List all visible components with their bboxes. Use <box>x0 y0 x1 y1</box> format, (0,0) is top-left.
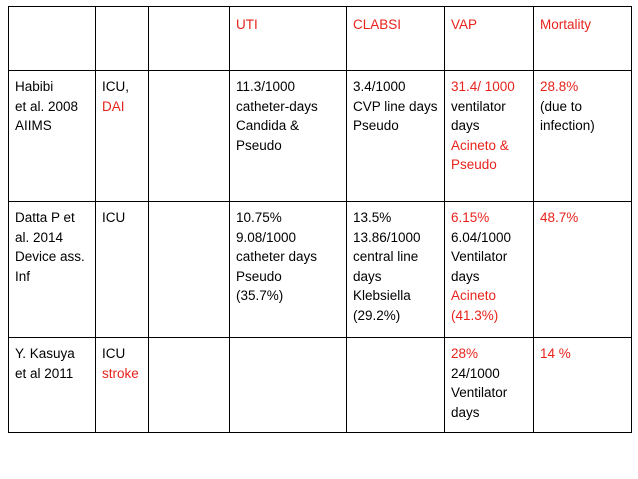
clabsi-text-line: 13.5% <box>353 210 392 225</box>
setting-cell <box>96 202 149 338</box>
mortality-text-line: infection) <box>540 118 595 133</box>
header-cell-study <box>9 7 96 71</box>
vap-text-line: ventilator <box>451 98 506 114</box>
header-cell-mortality: Mortality <box>534 7 632 71</box>
mortality-text-line: 14 % <box>540 346 571 361</box>
setting-text-line: ICU, <box>102 79 129 94</box>
vap-text-line: days <box>451 118 480 133</box>
study-text-line: al. 2014 <box>15 229 64 245</box>
clabsi-text-line: 3.4/1000 <box>353 79 406 94</box>
uti-cell <box>230 338 347 433</box>
mortality-cell <box>534 202 632 338</box>
vap-text-line: 31.4/ 1000 <box>451 79 515 94</box>
study-text-line: Y. Kasuya <box>15 346 75 361</box>
setting-text-line: ICU <box>102 210 126 225</box>
study-text-line: Habibi <box>15 79 54 94</box>
table-row <box>9 202 632 338</box>
vap-text-line: Ventilator <box>451 385 508 400</box>
study-text-line: AIIMS <box>15 118 52 133</box>
header-cell-vap: VAP <box>445 7 534 71</box>
vap-text-line: 24/1000 <box>451 365 500 381</box>
uti-text-line: 10.75% <box>236 210 282 225</box>
mortality-cell <box>534 338 632 433</box>
table-row <box>9 71 632 202</box>
uti-text-line: (35.7%) <box>236 288 284 303</box>
vap-cell <box>445 202 534 338</box>
study-text-line: Device ass. <box>15 249 85 264</box>
header-cell-clabsi: CLABSI <box>347 7 445 71</box>
study-cell <box>9 338 96 433</box>
mortality-text-line: (due to <box>540 98 583 114</box>
clabsi-text-line: (29.2%) <box>353 307 401 323</box>
uti-text-line: Candida & <box>236 118 300 133</box>
uti-cell <box>230 202 347 338</box>
vap-text-line: days <box>451 268 480 284</box>
vap-text-line: Ventilator <box>451 249 508 264</box>
blank-cell <box>149 71 230 202</box>
vap-text-line: Acineto <box>451 288 497 303</box>
vap-text-line: Pseudo <box>451 157 497 172</box>
header-cell-uti: UTI <box>230 7 347 71</box>
vap-text-line: 6.04/1000 <box>451 229 512 245</box>
setting-text-line: stroke <box>102 365 139 381</box>
study-cell <box>9 71 96 202</box>
uti-text-line: catheter days <box>236 249 318 264</box>
study-text-line: Inf <box>15 268 31 284</box>
uti-text-line: 11.3/1000 <box>236 79 296 94</box>
uti-text-line: catheter-days <box>236 98 318 114</box>
study-text-line: et al. 2008 <box>15 98 79 114</box>
setting-text-line: DAI <box>102 98 125 114</box>
study-text-line: et al 2011 <box>15 365 74 381</box>
vap-text-line: Acineto & <box>451 137 509 153</box>
vap-text-line: 28% <box>451 346 479 361</box>
clabsi-text-line: central line <box>353 249 419 264</box>
clabsi-cell <box>347 202 445 338</box>
clabsi-text-line: 13.86/1000 <box>353 229 421 245</box>
setting-cell <box>96 338 149 433</box>
blank-cell <box>149 338 230 433</box>
mortality-cell <box>534 71 632 202</box>
header-row <box>9 7 632 71</box>
uti-text-line: Pseudo <box>236 268 282 284</box>
setting-cell <box>96 71 149 202</box>
clabsi-text-line: Klebsiella <box>353 288 411 303</box>
study-cell <box>9 202 96 338</box>
vap-text-line: days <box>451 404 480 420</box>
vap-text-line: 6.15% <box>451 210 490 225</box>
table-row <box>9 338 632 433</box>
mortality-text-line: 48.7% <box>540 210 579 225</box>
blank-cell <box>149 202 230 338</box>
clabsi-text-line: Pseudo <box>353 118 399 133</box>
study-text-line: Datta P et <box>15 210 75 225</box>
header-cell-blank <box>149 7 230 71</box>
clabsi-cell <box>347 338 445 433</box>
uti-text-line: Pseudo <box>236 137 282 153</box>
mortality-text-line: 28.8% <box>540 79 579 94</box>
infection-comparison-table <box>8 6 632 433</box>
clabsi-text-line: days <box>353 268 382 284</box>
vap-text-line: (41.3%) <box>451 307 499 323</box>
vap-cell <box>445 71 534 202</box>
uti-cell <box>230 71 347 202</box>
clabsi-cell <box>347 71 445 202</box>
clabsi-text-line: CVP line days <box>353 98 438 114</box>
header-cell-setting <box>96 7 149 71</box>
uti-text-line: 9.08/1000 <box>236 229 297 245</box>
vap-cell <box>445 338 534 433</box>
setting-text-line: ICU <box>102 346 126 361</box>
